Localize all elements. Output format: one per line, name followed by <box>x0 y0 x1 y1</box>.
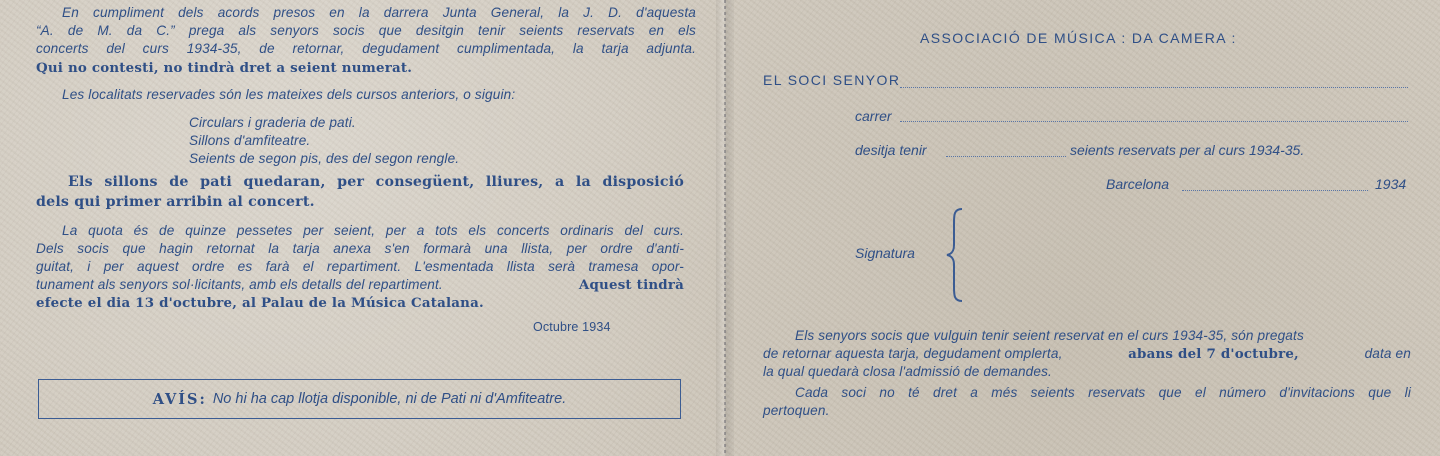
deadline-bold: abans del 7 d'octubre, <box>1128 346 1299 362</box>
intro-line-2: “A. de M. da C.” prega als senyors socis que desitgin tenir seients reservats en els <box>36 23 696 38</box>
effect-date-bold-a: Aquest tindrà <box>578 277 684 293</box>
association-header: ASSOCIACIÓ DE MÚSICA : DA CAMERA : <box>920 30 1237 46</box>
year-label: 1934 <box>1375 176 1407 192</box>
carrer-field[interactable] <box>900 121 1408 122</box>
issue-date: Octubre 1934 <box>533 320 611 334</box>
carrer-label: carrer <box>855 108 892 124</box>
note-line-5: pertoquen. <box>763 403 830 418</box>
bold-notice-line-2: dels qui primer arribin al concert. <box>36 194 315 210</box>
note-line-1: Els senyors socis que vulguin tenir seient reservat en el curs 1934-35, són pregats <box>795 328 1304 343</box>
fee-line-2: Dels socis que hagin retornat la tarja anexa s'en formarà una llista, per ordre d'anti- <box>36 241 684 256</box>
soci-name-field[interactable] <box>900 87 1408 88</box>
curly-brace-icon <box>944 207 966 303</box>
no-reply-warning: Qui no contesti, no tindrà dret a seient numerat. <box>36 60 413 76</box>
fee-line-3: guitat, i per aquest ordre es farà el repartiment. L'esmentada llista serà tramesa opor- <box>36 259 684 274</box>
notice-box <box>38 379 681 419</box>
intro-line-1: En cumpliment dels acords presos en la darrera Junta General, la J. D. d'aquesta <box>62 5 696 20</box>
fee-line-4-text: tunament als senyors sol·licitants, amb els detalls del repartiment. <box>36 277 443 292</box>
perforation-line <box>724 0 726 456</box>
seients-label: seients reservats per al curs 1934-35. <box>1070 142 1305 158</box>
note-line-2-a: de retornar aquesta tarja, degudament omplerta, <box>763 346 1063 361</box>
signature-area[interactable] <box>970 262 1390 263</box>
location-item-1: Circulars i graderia de pati. <box>189 115 356 130</box>
notice-label: AVÍS: <box>152 390 207 408</box>
desitja-label: desitja tenir <box>855 142 927 158</box>
signatura-label: Signatura <box>855 245 915 261</box>
location-item-2: Sillons d'amfiteatre. <box>189 133 311 148</box>
intro-line-3: concerts del curs 1934-35, de retornar, degudament cumplimentada, la tarja adjunta. <box>36 41 696 56</box>
soci-label: EL SOCI SENYOR <box>763 72 901 88</box>
note-line-4: Cada soci no té dret a més seients reservats que el número d'invitacions que li <box>795 385 1411 400</box>
location-item-3: Seients de segon pis, des del segon rengle. <box>189 151 460 166</box>
bold-notice-line-1: Els sillons de pati quedaran, per consegüent, lliures, a la disposició <box>68 174 684 190</box>
note-line-2 <box>763 345 1411 363</box>
fee-line-1: La quota és de quinze pessetes per seient, per a tots els concerts ordinaris del curs. <box>62 223 684 238</box>
seats-count-field[interactable] <box>946 156 1066 157</box>
locations-intro: Les localitats reservades són les mateixes dels cursos anteriors, o siguin: <box>62 87 516 102</box>
left-panel <box>0 0 716 456</box>
date-field[interactable] <box>1182 190 1368 191</box>
effect-date-bold-b: efecte el dia 13 d'octubre, al Palau de la Música Catalana. <box>36 295 484 311</box>
barcelona-label: Barcelona <box>1106 176 1170 192</box>
note-line-2-b: data en <box>1364 346 1411 361</box>
fee-line-4 <box>36 276 684 294</box>
notice-text: No hi ha cap llotja disponible, ni de Pati ni d'Amfiteatre. <box>212 391 567 407</box>
note-line-3: la qual quedarà closa l'admissió de demandes. <box>763 364 1052 379</box>
